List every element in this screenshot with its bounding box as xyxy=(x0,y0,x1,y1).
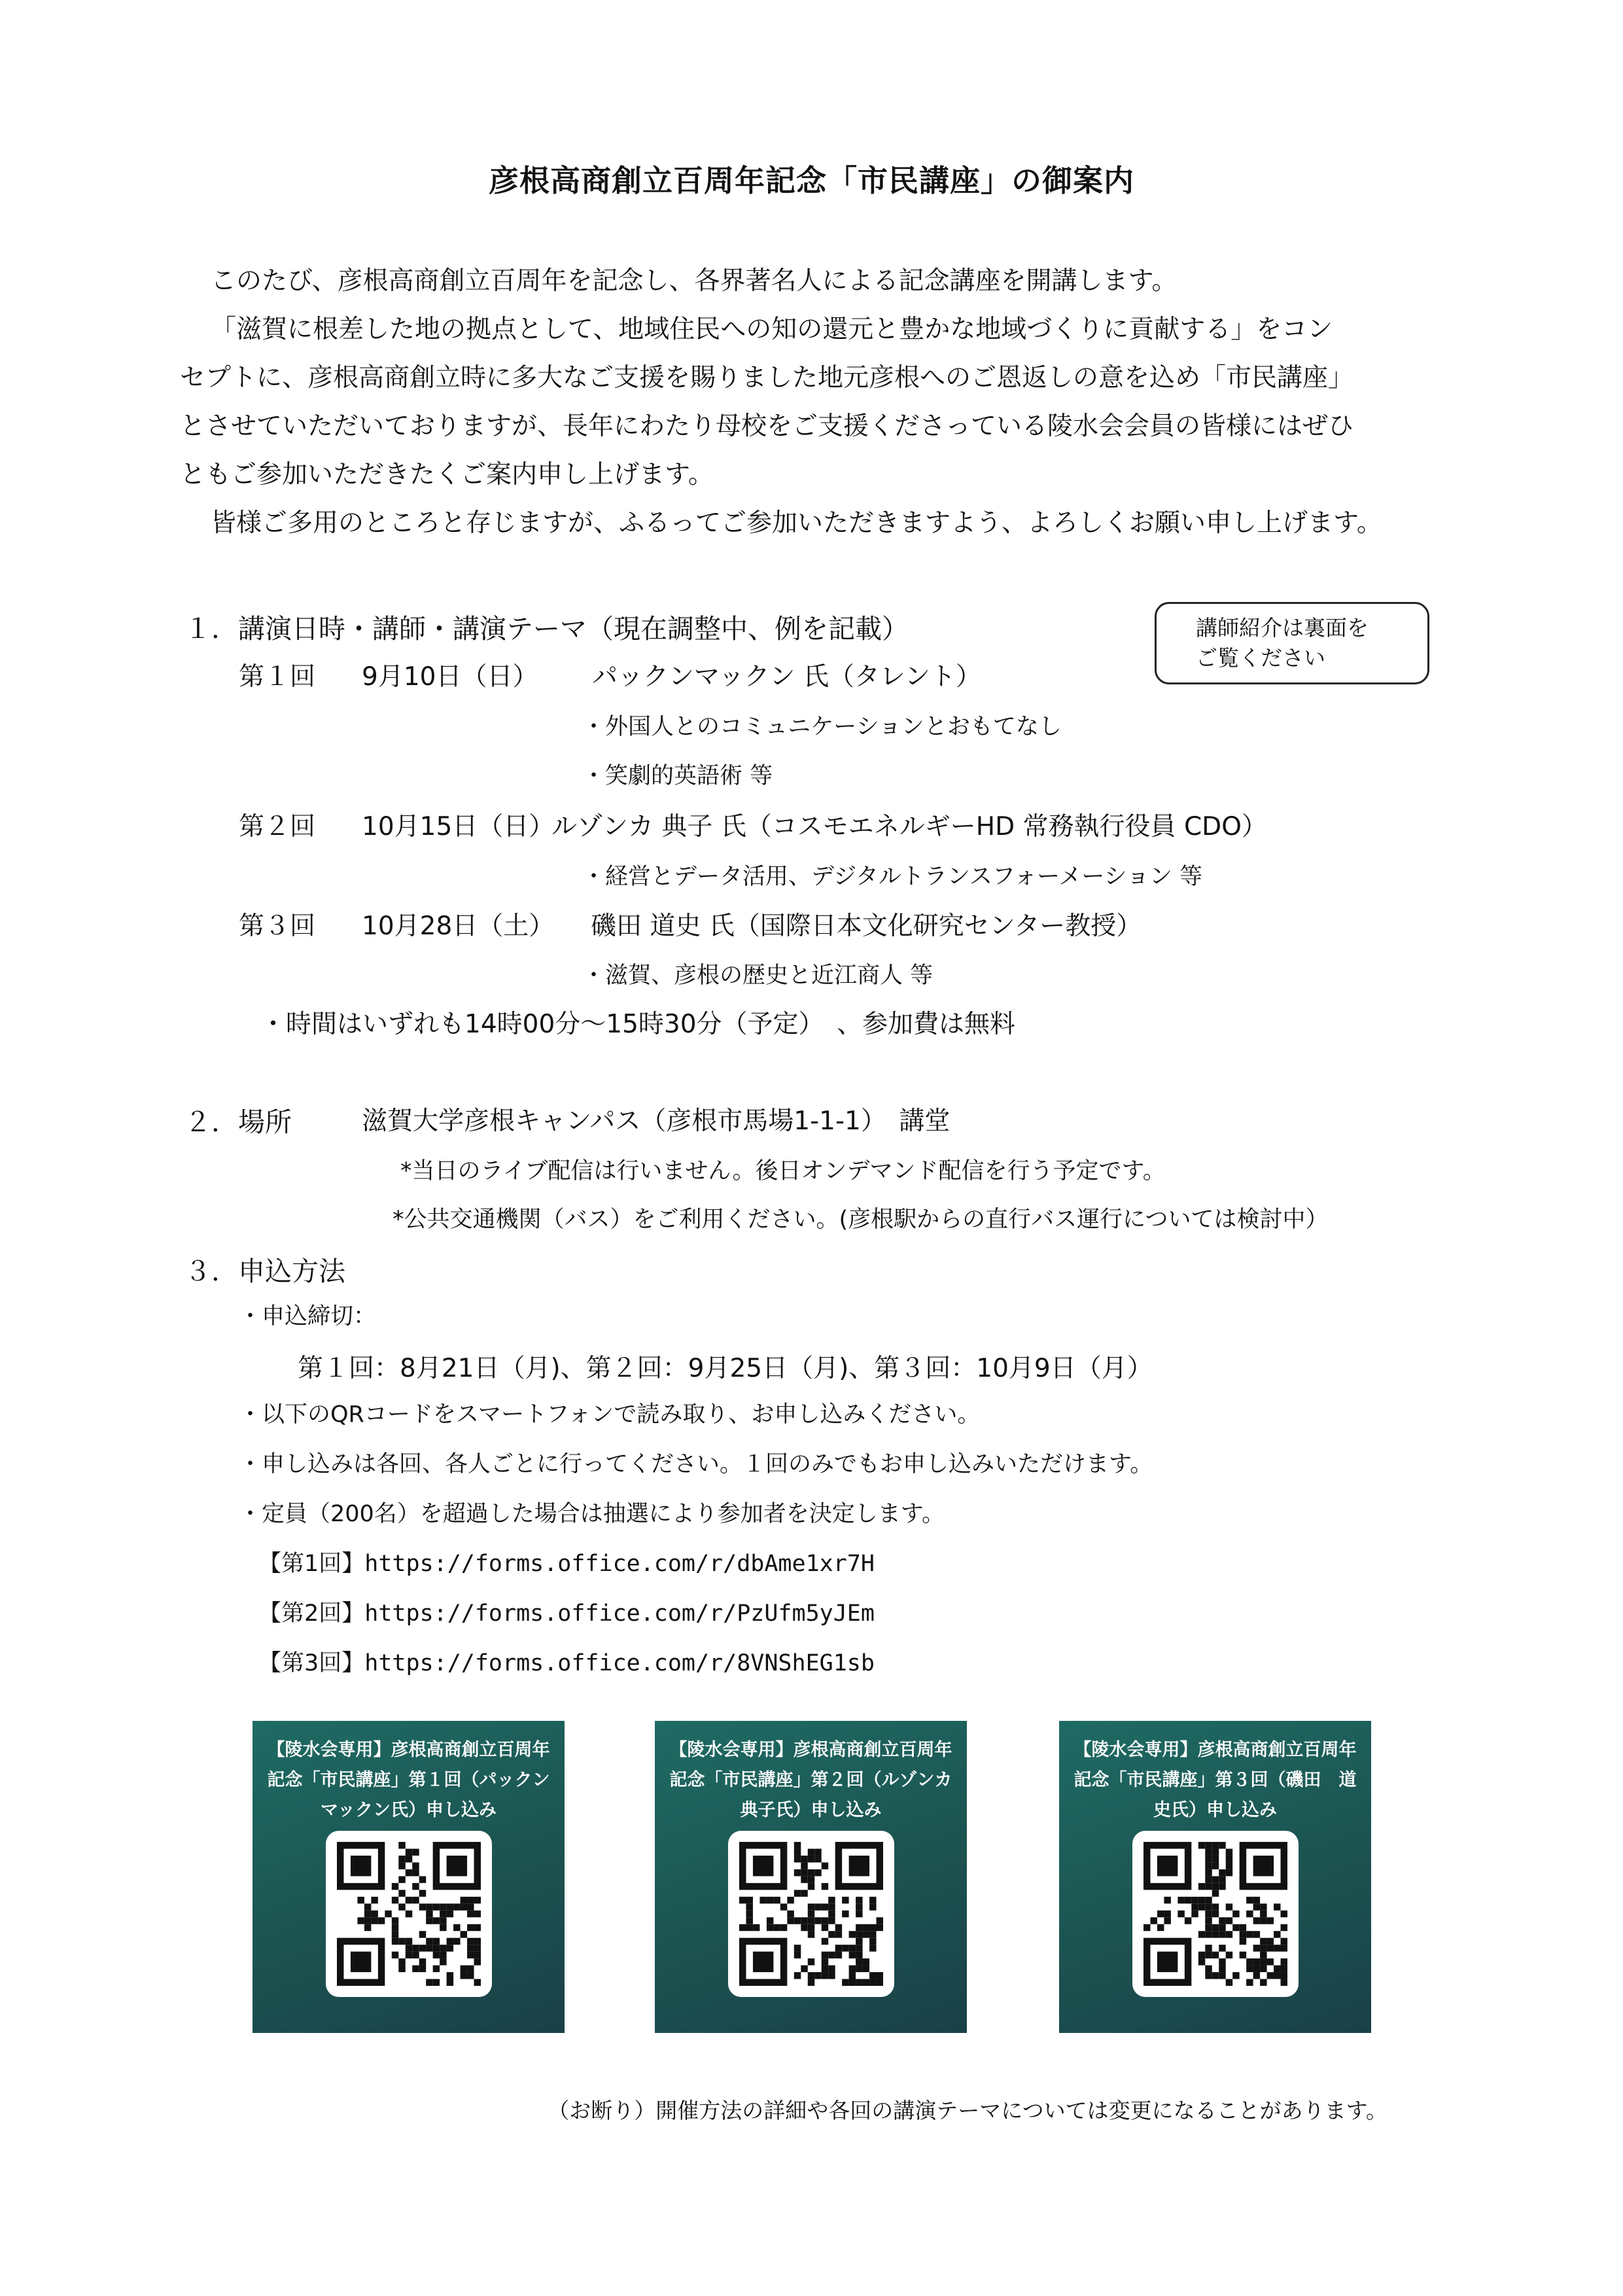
lecture3-theme-1: ・滋賀、彦根の歴史と近江商人 等 xyxy=(582,963,934,989)
callout-line-2: ご覧ください xyxy=(1196,645,1325,671)
lecture2-no: 第２回 xyxy=(239,812,316,841)
qr-code-icon[interactable] xyxy=(1143,1842,1287,1986)
lecture2-theme-1: ・経営とデータ活用、デジタルトランスフォーメーション 等 xyxy=(582,864,1203,890)
qr-code-icon[interactable] xyxy=(337,1842,481,1986)
lecture3-date: 10月28日（土） xyxy=(362,911,555,941)
lecture2-speaker: ルゾンカ 典子 氏（コスモエネルギーHD 常務執行役員 CDO） xyxy=(551,812,1267,841)
intro-line-4: とさせていただいておりますが、長年にわたり母校をご支援くださっている陵水会会員の皆様にはぜひ xyxy=(180,412,1354,441)
form-link-1[interactable]: https://forms.office.com/r/dbAme1xr7H xyxy=(364,1551,875,1577)
disclaimer: （お断り）開催方法の詳細や各回の講演テーマについては変更になることがあります。 xyxy=(548,2098,1387,2123)
deadline-label: ・申込締切： xyxy=(239,1303,377,1330)
intro-line-6: 皆様ご多用のところと存じますが、ふるってご参加いただきますよう、よろしくお願い申し上げます。 xyxy=(211,508,1382,538)
qr-card-caption-2: 【陵水会専用】彦根高商創立百周年記念「市民講座」第２回（ルゾンカ典子氏）申し込み xyxy=(669,1740,952,1820)
section3-heading: ３．申込方法 xyxy=(184,1256,345,1287)
link-row-1 xyxy=(258,1545,875,1578)
intro-line-2: 「滋賀に根差した地の拠点として、地域住民への知の還元と豊かな地域づくりに貢献する」をコン xyxy=(211,315,1333,344)
deadlines: 第１回：8月21日（月)、第２回：9月25日（月)、第３回：10月9日（月） xyxy=(298,1354,1153,1383)
lecture3-no: 第３回 xyxy=(239,911,316,941)
apply-bullet-1: ・以下のQRコードをスマートフォンで読み取り、お申し込みください。 xyxy=(239,1402,981,1428)
apply-bullet-2: ・申し込みは各回、各人ごとに行ってください。１回のみでもお申し込みいただけます。 xyxy=(239,1451,1153,1477)
lecture1-no: 第１回 xyxy=(239,662,316,692)
lecture1-speaker: パックンマックン 氏（タレント） xyxy=(592,662,981,692)
lecture3-speaker: 磯田 道史 氏（国際日本文化研究センター教授） xyxy=(591,911,1142,941)
link-label-3: 【第3回】 xyxy=(258,1650,365,1676)
qr-card-caption-1: 【陵水会専用】彦根高商創立百周年記念「市民講座」第１回（パックンマックン氏）申し込み xyxy=(267,1740,550,1820)
link-row-2 xyxy=(258,1595,875,1628)
intro-line-5: ともご参加いただきたくご案内申し上げます。 xyxy=(180,460,714,489)
form-link-3[interactable]: https://forms.office.com/r/8VNShEG1sb xyxy=(364,1650,875,1676)
apply-bullet-3: ・定員（200名）を超過した場合は抽選により参加者を決定します。 xyxy=(239,1501,945,1527)
qr-card-3[interactable] xyxy=(1059,1721,1371,2033)
link-label-2: 【第2回】 xyxy=(258,1600,365,1627)
section1-heading: １．講演日時・講師・講演テーマ（現在調整中、例を記載） xyxy=(184,613,909,645)
venue: 滋賀大学彦根キャンパス（彦根市馬場1-1-1） 講堂 xyxy=(362,1106,951,1136)
qr-card-caption-3: 【陵水会専用】彦根高商創立百周年記念「市民講座」第３回（磯田 道史氏）申し込み xyxy=(1073,1740,1357,1820)
lecture1-date: 9月10日（日） xyxy=(362,662,538,692)
qr-card-2[interactable] xyxy=(655,1721,967,2033)
time-fee-note: ・時間はいずれも14時00分～15時30分（予定） 、参加費は無料 xyxy=(260,1010,1016,1039)
venue-note-2: *公共交通機関（バス）をご利用ください。(彦根駅からの直行バス運行については検討中） xyxy=(393,1207,1329,1233)
section2-heading: ２．場所 xyxy=(184,1106,292,1138)
page-title: 彦根高商創立百周年記念「市民講座」の御案内 xyxy=(489,163,1134,198)
intro-line-1: このたび、彦根高商創立百周年を記念し、各界著名人による記念講座を開講します。 xyxy=(211,266,1178,296)
speaker-info-callout xyxy=(1155,602,1429,684)
lecture2-date: 10月15日（日） xyxy=(362,812,555,841)
lecture1-theme-1: ・外国人とのコミュニケーションとおもてなし xyxy=(582,714,1062,740)
lecture1-theme-2: ・笑劇的英語術 等 xyxy=(582,763,773,789)
venue-note-1: *当日のライブ配信は行いません。後日オンデマンド配信を行う予定です。 xyxy=(400,1158,1166,1184)
qr-card-1[interactable] xyxy=(253,1721,565,2033)
form-link-2[interactable]: https://forms.office.com/r/PzUfm5yJEm xyxy=(364,1600,875,1627)
link-row-3 xyxy=(258,1645,875,1678)
intro-line-3: セプトに、彦根高商創立時に多大なご支援を賜りました地元彦根へのご恩返しの意を込め「市民講座」 xyxy=(180,363,1354,393)
callout-line-1: 講師紹介は裏面を xyxy=(1196,615,1369,641)
qr-code-icon[interactable] xyxy=(739,1842,883,1986)
link-label-1: 【第1回】 xyxy=(258,1551,365,1577)
